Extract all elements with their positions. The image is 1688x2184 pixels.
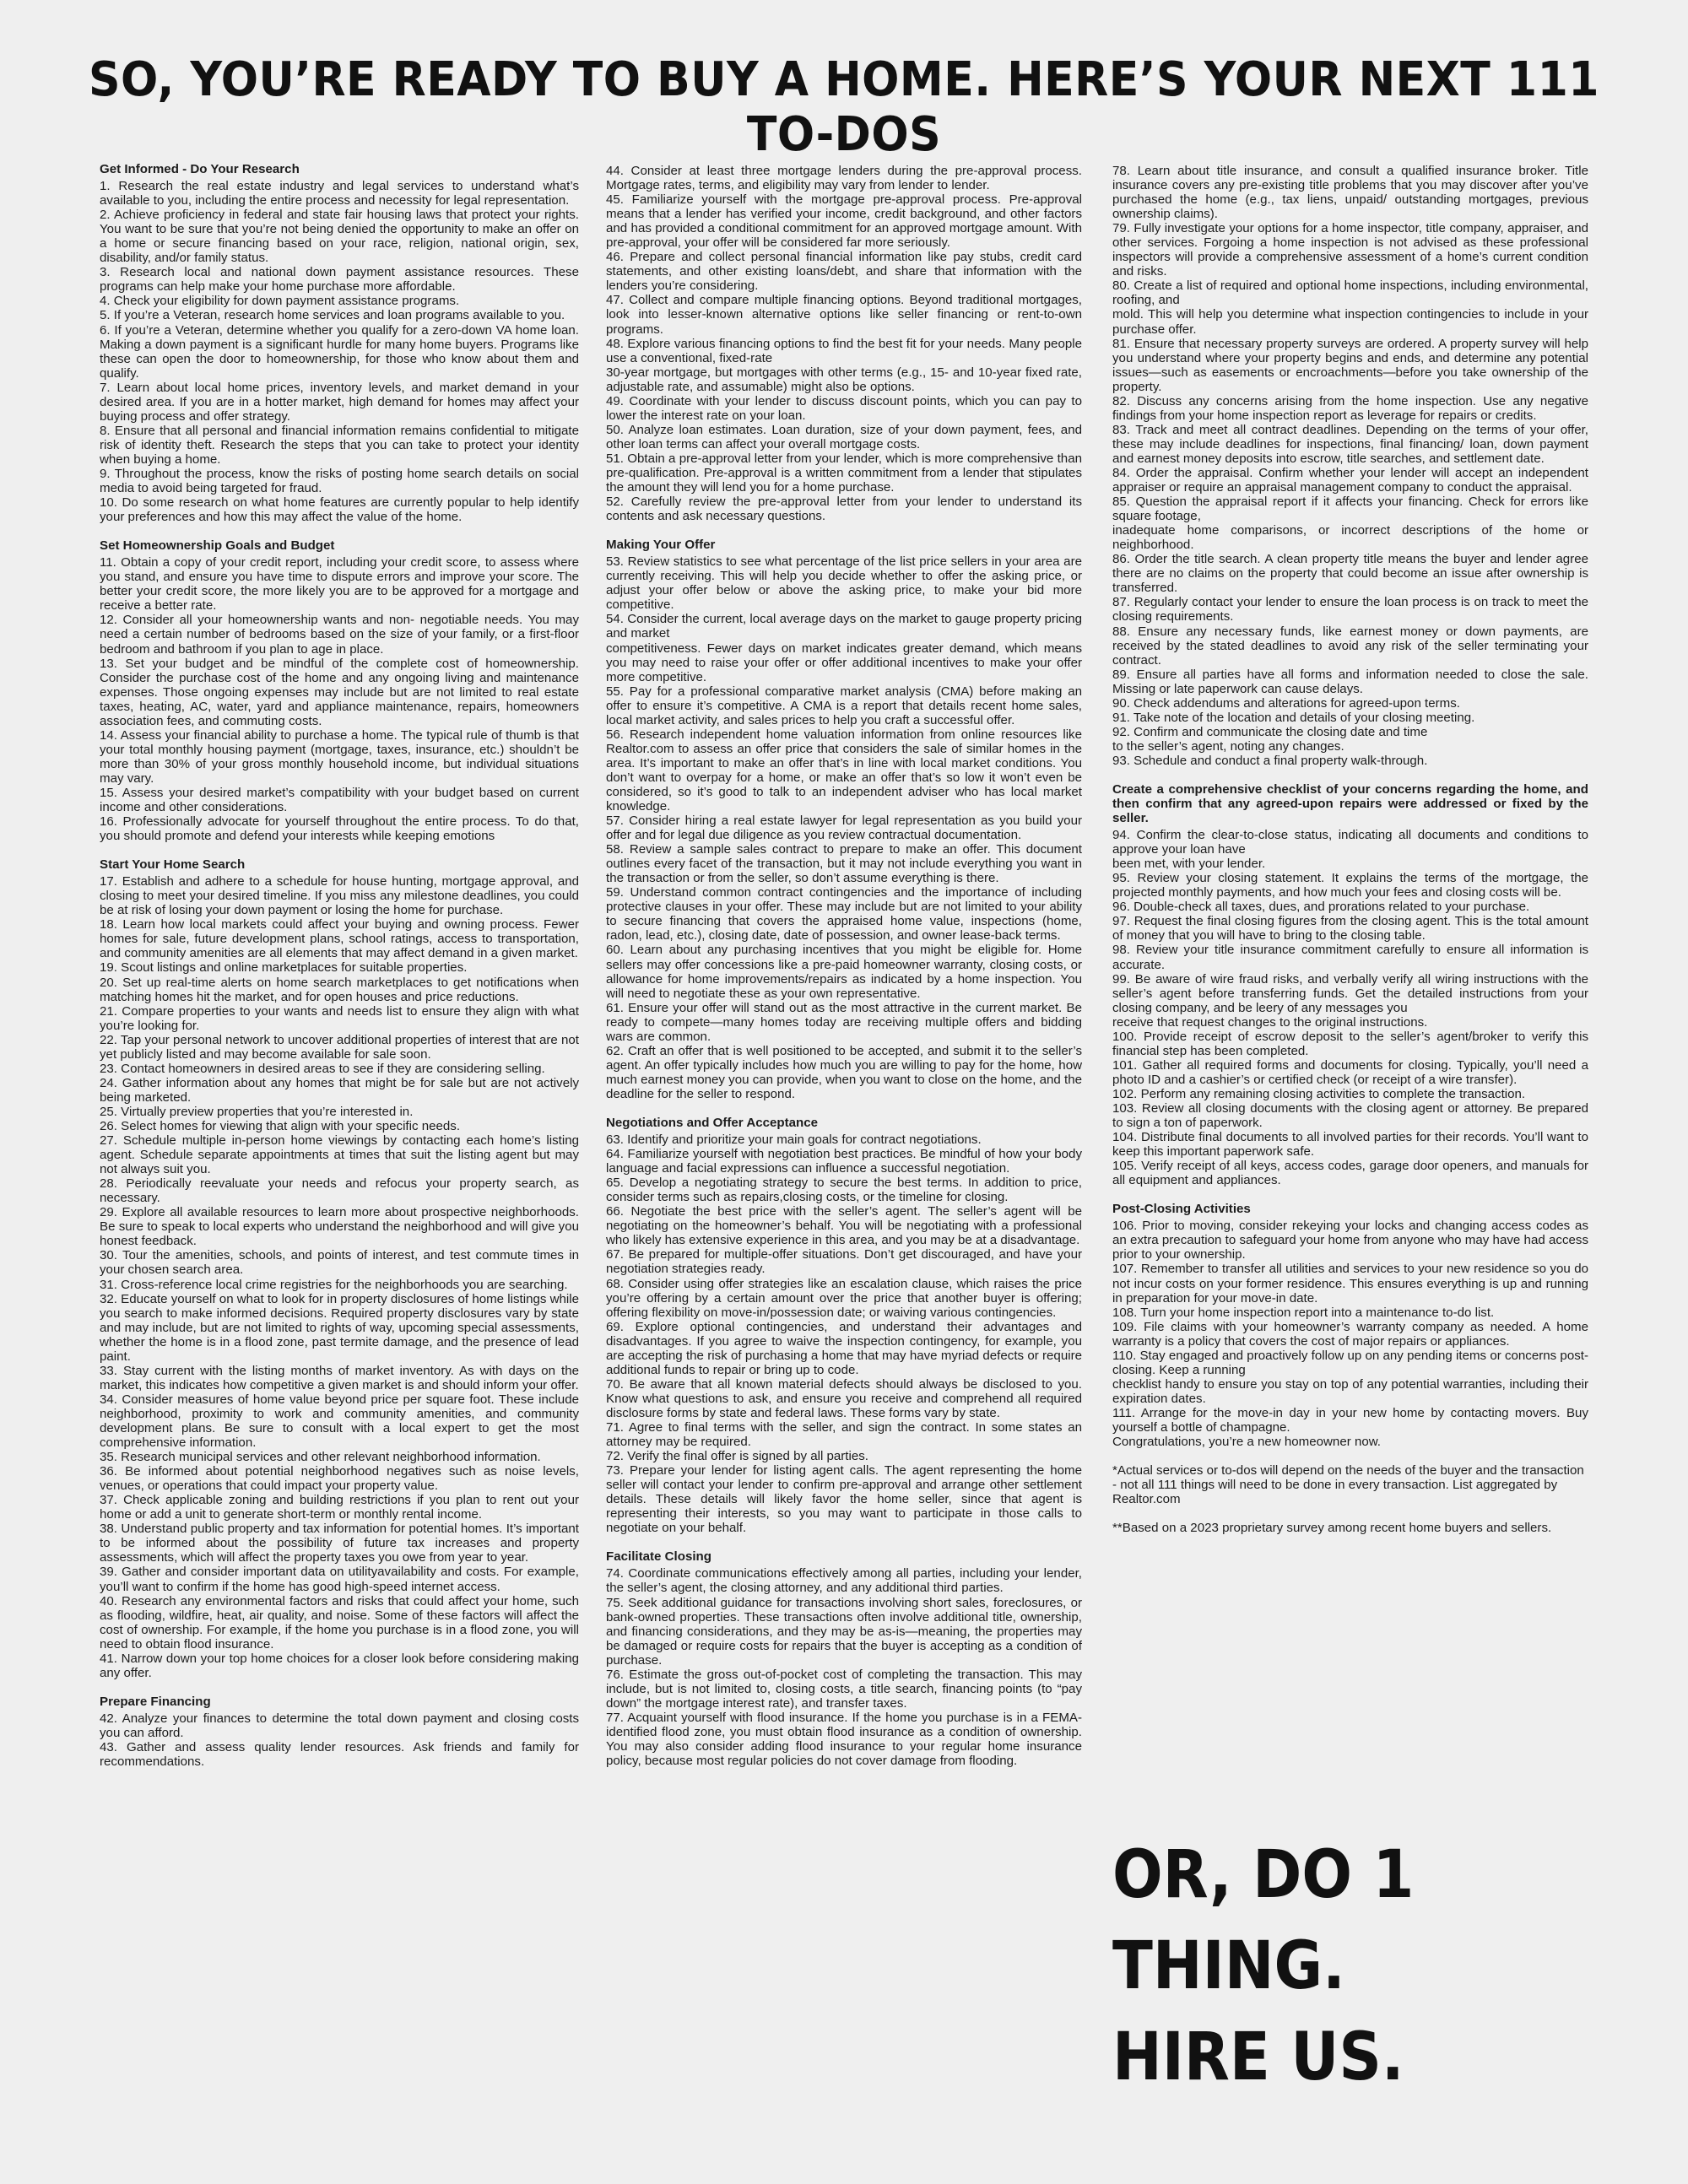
list-item: 82. Discuss any concerns arising from the home inspection. Use any negative findings from your home inspection report as leverage for repairs or credits.: [1112, 393, 1588, 423]
list-item: 65. Develop a negotiating strategy to secure the best terms. In addition to price, consider terms such as repairs,closing costs, or the timeline for closing.: [606, 1176, 1082, 1205]
list-item: 74. Coordinate communications effectively among all parties, including your lender, the seller’s agent, the closing attorney, and any additional third parties.: [606, 1566, 1082, 1596]
list-item: 41. Narrow down your top home choices for a closer look before considering making any offer.: [100, 1651, 579, 1680]
list-item: 24. Gather information about any homes that might be for sale but are not actively being marketed.: [100, 1075, 579, 1105]
list-item: 91. Take note of the location and details of your closing meeting.: [1112, 710, 1475, 725]
list-item: 22. Tap your personal network to uncover additional properties of interest that are not yet publicly listed and may become available for sale soon.: [100, 1032, 579, 1062]
section-negotiations: [606, 1116, 1082, 1535]
section-financing-continued: [606, 164, 1082, 523]
call-to-action: [1112, 1830, 1568, 2103]
list-item: 37. Check applicable zoning and building restrictions if you plan to rent out your home or add a unit to generate short-term or monthly rental income.: [100, 1493, 579, 1522]
list-item: 12. Consider all your homeownership wants and non- negotiable needs. You may need a certain number of bedrooms based on the size of your family, or a first-floor bedroom and bathroom if you plan to age in place.: [100, 613, 579, 657]
list-item: 25. Virtually preview properties that you’re interested in.: [100, 1104, 414, 1119]
list-item: to the seller’s agent, noting any changes.: [1112, 738, 1344, 754]
list-item: 7. Learn about local home prices, inventory levels, and market demand in your desired area. If you are in a hotter market, high demand for homes may affect your buying process and offer strategy.: [100, 380, 579, 424]
list-item: 108. Turn your home inspection report into a maintenance to-do list.: [1112, 1305, 1495, 1320]
list-item: 39. Gather and consider important data on utilityavailability and costs. For example, you’ll want to confirm if the home has good high-speed internet access.: [100, 1565, 579, 1594]
list-item: 96. Double-check all taxes, dues, and prorations related to your purchase.: [1112, 900, 1530, 915]
list-item: 64. Familiarize yourself with negotiation best practices. Be mindful of how your body language and facial expressions can influence a successful negotiation.: [606, 1147, 1082, 1176]
list-item: 66. Negotiate the best price with the seller’s agent. The seller’s agent will be negotiating on the homeowner’s behalf. You will be negotiating with a professional who likely has extensive experience in this area, and you may be at a disadvantage.: [606, 1204, 1082, 1248]
list-item: mold. This will help you determine what inspection contingencies to include in your purchase offer.: [1112, 307, 1588, 337]
list-item: 93. Schedule and conduct a final property walk-through.: [1112, 753, 1428, 768]
list-item: 23. Contact homeowners in desired areas to see if they are considering selling.: [100, 1061, 545, 1076]
list-item: 63. Identify and prioritize your main goals for contract negotiations.: [606, 1133, 982, 1148]
list-item: 31. Cross-reference local crime registries for the neighborhoods you are searching.: [100, 1277, 568, 1292]
list-item: 85. Question the appraisal report if it affects your financing. Check for errors like square footage,: [1112, 495, 1588, 524]
section-checklist: [1112, 782, 1588, 1187]
list-item: 90. Check addendums and alterations for agreed-upon terms.: [1112, 695, 1460, 711]
section-offer: [606, 538, 1082, 1101]
list-item: Congratulations, you’re a new homeowner now.: [1112, 1435, 1381, 1450]
list-item: 88. Ensure any necessary funds, like earnest money or down payments, are received by the stated deadlines to avoid any risk of the seller terminating your contract.: [1112, 624, 1588, 668]
list-item: 98. Review your title insurance commitment carefully to ensure all information is accurate.: [1112, 943, 1588, 972]
list-item: 99. Be aware of wire fraud risks, and verbally verify all wiring instructions with the seller’s agent before transferring funds. Get the detailed instructions from your closing company, and be leery of any messages you: [1112, 971, 1588, 1015]
list-item: 45. Familiarize yourself with the mortgage pre-approval process. Pre-approval means that a lender has verified your income, credit background, and other factors and has provided a conditional commitment for an approved mortgage amount. With pre-approval, your offer will be considered far more seriously.: [606, 192, 1082, 251]
section-post-closing: [1112, 1202, 1588, 1449]
section-heading: Prepare Financing: [100, 1694, 211, 1709]
cta-line-2: HIRE US.: [1112, 2019, 1404, 2095]
page-headline: SO, YOU’RE READY TO BUY A HOME. HERE’S YOUR NEXT 111 TO-DOS: [88, 52, 1599, 162]
list-item: 4. Check your eligibility for down payment assistance programs.: [100, 294, 460, 309]
section-heading: Post-Closing Activities: [1112, 1202, 1251, 1217]
list-item: 27. Schedule multiple in-person home viewings by contacting each home’s listing agent. Schedule separate appointments at times that suit the listing agent but may not always suit you.: [100, 1133, 579, 1177]
list-item: 57. Consider hiring a real estate lawyer for legal representation as you build your offer and for legal due diligence as you review contractual documentation.: [606, 814, 1082, 843]
section-financing: [100, 1695, 579, 1769]
list-item: 79. Fully investigate your options for a home inspector, title company, appraiser, and other services. Forgoing a home inspection is not advised as these professional inspectors will provide a comprehensive assessment of a home’s current condition and risks.: [1112, 221, 1588, 279]
list-item: 105. Verify receipt of all keys, access codes, garage door openers, and manuals for all equipment and appliances.: [1112, 1159, 1588, 1188]
list-item: 26. Select homes for viewing that align with your specific needs.: [100, 1119, 461, 1133]
list-item: 81. Ensure that necessary property surveys are ordered. A property survey will help you understand where your property begins and ends, and determine any potential issues—such as easements or encroachments—before you take ownership of the property.: [1112, 336, 1588, 394]
list-item: 54. Consider the current, local average days on the market to gauge property pricing and market: [606, 612, 1082, 641]
list-item: 77. Acquaint yourself with flood insurance. If the home you purchase is in a FEMA-identified flood zone, you must obtain flood insurance as a condition of ownership. You may also consider adding flood insurance to your regular home insurance policy, because most regular policies do not cover damage from flooding.: [606, 1710, 1082, 1769]
list-item: competitiveness. Fewer days on market indicates greater demand, which means you may need to raise your offer or offer additional incentives to make your offer more competitive.: [606, 641, 1082, 684]
list-item: receive that request changes to the original instructions.: [1112, 1014, 1428, 1030]
list-item: 87. Regularly contact your lender to ensure the loan process is on track to meet the closing requirements.: [1112, 595, 1588, 624]
list-item: 92. Confirm and communicate the closing date and time: [1112, 724, 1428, 739]
list-item: 109. File claims with your homeowner’s warranty company as needed. A home warranty is a policy that covers the cost of major repairs or appliances.: [1112, 1319, 1588, 1349]
list-item: 46. Prepare and collect personal financial information like pay stubs, credit card statements, and other existing loans/debt, and share that information with the lenders you’re considering.: [606, 250, 1082, 294]
list-item: inadequate home comparisons, or incorrect descriptions of the home or neighborhood.: [1112, 523, 1588, 553]
list-item: 52. Carefully review the pre-approval letter from your lender to understand its contents and ask necessary questions.: [606, 495, 1082, 524]
list-item: 43. Gather and assess quality lender resources. Ask friends and family for recommendations.: [100, 1739, 579, 1770]
list-item: 75. Seek additional guidance for transactions involving short sales, foreclosures, or bank-owned properties. These transactions often involve additional title, ownership, and financing considerations, and they may be as-is—meaning, the properties may be damaged or require costs for repairs that the buyer is accepting as a condition of purchase.: [606, 1595, 1082, 1668]
list-item: 69. Explore optional contingencies, and understand their advantages and disadvantages. If you agree to waive the inspection contingency, for example, you are accepting the risk of purchasing a home that may have myriad defects or require additional funds to repair or bring up to code.: [606, 1319, 1082, 1377]
footnote-survey: **Based on a 2023 proprietary survey among recent home buyers and sellers.: [1112, 1521, 1552, 1536]
list-item: 89. Ensure all parties have all forms and information needed to close the sale. Missing or late paperwork can cause delays.: [1112, 667, 1588, 696]
section-goals: [100, 538, 579, 843]
list-item: 13. Set your budget and be mindful of the complete cost of homeownership. Consider the purchase cost of the home and any ongoing living and maintenance expenses. Those ongoing expenses may include but are not limited to real estate taxes, heating, AC, water, yard and appliance maintenance, repairs, homeowners association fees, and commuting costs.: [100, 656, 579, 728]
list-item: 107. Remember to transfer all utilities and services to your new residence so you do not incur costs on your former residence. This ensures everything is up and running in preparation for your move-in date.: [1112, 1262, 1588, 1306]
list-item: 101. Gather all required forms and documents for closing. Typically, you’ll need a photo ID and a cashier’s or certified check (or receipt of a wire transfer).: [1112, 1057, 1588, 1087]
list-item: 36. Be informed about potential neighborhood negatives such as noise levels, venues, or operations that could impact your property value.: [100, 1464, 579, 1494]
list-item: 73. Prepare your lender for listing agent calls. The agent representing the home seller will contact your lender to confirm pre-approval and arrange other settlement details. These details will likely favor the home seller, since that agent is representing their interests, so you may want to participate in those calls to negotiate on your behalf.: [606, 1463, 1082, 1536]
list-item: 42. Analyze your finances to determine the total down payment and closing costs you can afford.: [100, 1711, 579, 1740]
list-item: 33. Stay current with the listing months of market inventory. As with days on the market, this indicates how competitive a given market is and should inform your offer.: [100, 1363, 579, 1392]
section-heading: Making Your Offer: [606, 538, 716, 553]
list-item: 30-year mortgage, but mortgages with other terms (e.g., 15- and 10-year fixed rate, adjustable rate, and assumable) might also be options.: [606, 365, 1082, 394]
list-item: 3. Research local and national down payment assistance resources. These programs can help make your home purchase more affordable.: [100, 265, 579, 295]
cta-line-1: OR, DO 1 THING.: [1112, 1837, 1415, 2004]
section-closing-continued: [1112, 164, 1588, 768]
section-heading: Set Homeownership Goals and Budget: [100, 538, 335, 554]
list-item: 60. Learn about any purchasing incentives that you might be eligible for. Home sellers may offer concessions like a pre-paid homeowner warranty, closing costs, or allowance for home improvements/repairs as indicated by a home inspection. You will need to negotiate these as your own representative.: [606, 943, 1082, 1001]
list-item: 8. Ensure that all personal and financial information remains confidential to mitigate risk of identity theft. Research the steps that you can take to protect your identity when buying a home.: [100, 423, 579, 467]
list-item: 34. Consider measures of home value beyond price per square foot. These include neighborhood, proximity to work and community amenities, and community development plans. Be sure to consult with a local expert to get the most comprehensive information.: [100, 1392, 579, 1451]
list-item: 29. Explore all available resources to learn more about prospective neighborhoods. Be sure to speak to local experts who understand the neighborhood and will give you honest feedback.: [100, 1205, 579, 1249]
list-item: 76. Estimate the gross out-of-pocket cost of completing the transaction. This may include, but is not limited to, closing costs, a title search, financing points (to “pay down” the mortgage interest rate), and transfer taxes.: [606, 1667, 1082, 1711]
list-item: 83. Track and meet all contract deadlines. Depending on the terms of your offer, these may include deadlines for inspections, final financing/ loan, down payment and earnest money deposits into escrow, title searches, and settlement date.: [1112, 422, 1588, 466]
list-item: 56. Research independent home valuation information from online resources like Realtor.com to assess an offer price that considers the sale of similar homes in the area. It’s important to make an offer that’s in line with local market conditions. You don’t want to overpay for a home, or make an offer that’s so low it won’t even be considered, so it’s good to talk to an independent adviser who has local market knowledge.: [606, 727, 1082, 814]
list-item: 59. Understand common contract contingencies and the importance of including protective clauses in your offer. These may include but are not limited to your ability to secure financing that covers the appraised home value, inspections (home, radon, lead, etc.), closing date, date of possession, and owner lease-back terms.: [606, 885, 1082, 943]
list-item: 47. Collect and compare multiple financing options. Beyond traditional mortgages, look into lesser-known alternative options like seller financing or rent-to-own programs.: [606, 293, 1082, 337]
list-item: 32. Educate yourself on what to look for in property disclosures of home listings while you search to make informed decisions. Required property disclosures vary by state and may include, but are not limited to rights of way, upcoming special assessments, whether the home is in a flood zone, past termite damage, and the presence of lead paint.: [100, 1291, 579, 1364]
list-item: 44. Consider at least three mortgage lenders during the pre-approval process. Mortgage rates, terms, and eligibility may vary from lender to lender.: [606, 164, 1082, 193]
list-item: 70. Be aware that all known material defects should always be disclosed to you. Know what questions to ask, and ensure you receive and comprehend all required disclosure forms by state and federal laws. These forms vary by state.: [606, 1376, 1082, 1420]
list-item: 102. Perform any remaining closing activities to complete the transaction.: [1112, 1086, 1526, 1101]
list-item: 11. Obtain a copy of your credit report, including your credit score, to assess where you stand, and ensure you have time to dispute errors and improve your score. The better your credit score, the more likely you are to be approved for a mortgage and receive a better rate.: [100, 555, 579, 614]
list-item: 80. Create a list of required and optional home inspections, including environmental, roofing, and: [1112, 278, 1588, 308]
list-item: 6. If you’re a Veteran, determine whether you qualify for a zero-down VA home loan. Making a down payment is a significant hurdle for many home buyers. Programs like these can open the door to homeownership, for those who know about them and qualify.: [100, 322, 579, 381]
section-closing: [606, 1549, 1082, 1768]
section-heading: Negotiations and Offer Acceptance: [606, 1116, 819, 1130]
list-item: 30. Tour the amenities, schools, and points of interest, and test commute times in your chosen search area.: [100, 1248, 579, 1278]
list-item: 103. Review all closing documents with the closing agent or attorney. Be prepared to sign a ton of paperwork.: [1112, 1101, 1588, 1131]
list-item: 104. Distribute final documents to all involved parties for their records. You’ll want to keep this important paperwork safe.: [1112, 1130, 1588, 1160]
list-item: 35. Research municipal services and other relevant neighborhood information.: [100, 1450, 541, 1465]
footnote-services: *Actual services or to-dos will depend on the needs of the buyer and the transaction - not all 111 things will need to be done in every transaction. List aggregated by Realtor.com: [1112, 1463, 1584, 1507]
column-1: [100, 162, 579, 1769]
list-item: 28. Periodically reevaluate your needs and refocus your property search, as necessary.: [100, 1176, 579, 1206]
list-item: been met, with your lender.: [1112, 857, 1266, 872]
list-item: 51. Obtain a pre-approval letter from your lender, which is more comprehensive than pre-qualification. Pre-approval is a written commitment from a lender that stipulates the amount they will lend you for a home purchase.: [606, 451, 1082, 495]
list-item: 62. Craft an offer that is well positioned to be accepted, and submit it to the seller’s agent. An offer typically includes how much you are willing to pay for the home, how much earnest money you can provide, when you want to close on the home, and the deadline for the seller to respond.: [606, 1043, 1082, 1101]
section-search: [100, 857, 579, 1680]
list-item: 40. Research any environmental factors and risks that could affect your home, such as flooding, wildfire, heat, air quality, and noise. Some of these factors will affect the cost of ownership. For example, if the home you purchase is in a flood zone, you will need to obtain flood insurance.: [100, 1593, 579, 1652]
list-item: 94. Confirm the clear-to-close status, indicating all documents and conditions to approve your loan have: [1112, 828, 1588, 857]
list-item: 97. Request the final closing figures from the closing agent. This is the total amount of money that you will have to bring to the closing table.: [1112, 914, 1588, 943]
list-item: 106. Prior to moving, consider rekeying your locks and changing access codes as an extra precaution to safeguard your home from anyone who may have had access prior to your ownership.: [1112, 1219, 1588, 1262]
section-research: [100, 162, 579, 524]
list-item: 68. Consider using offer strategies like an escalation clause, which raises the price you’re offering by a certain amount over the price that another buyer is offering; offering flexibility on move-in/possession date; or waiving various contingencies.: [606, 1276, 1082, 1320]
list-item: 84. Order the appraisal. Confirm whether your lender will accept an independent appraiser or require an appraisal management company to conduct the appraisal.: [1112, 465, 1588, 495]
list-item: 17. Establish and adhere to a schedule for house hunting, mortgage approval, and closing to meet your desired timeline. If you miss any milestone deadlines, you could be at risk of losing your down payment or losing the home for purchase.: [100, 874, 579, 918]
list-item: 86. Order the title search. A clean property title means the buyer and lender agree there are no claims on the property that could become an issue after ownership is transferred.: [1112, 552, 1588, 596]
list-item: 10. Do some research on what home features are currently popular to help identify your preferences and how this may affect the value of the home.: [100, 495, 579, 525]
list-item: 16. Professionally advocate for yourself throughout the entire process. To do that, you should promote and defend your interests while keeping emotions: [100, 814, 579, 844]
list-item: 19. Scout listings and online marketplaces for suitable properties.: [100, 960, 468, 976]
list-item: 5. If you’re a Veteran, research home services and loan programs available to you.: [100, 308, 565, 323]
list-item: 72. Verify the final offer is signed by all parties.: [606, 1449, 868, 1464]
list-item: 58. Review a sample sales contract to prepare to make an offer. This document outlines every facet of the transaction, but it may not include everything you want in the transaction or from the seller, so don’t assume everything is there.: [606, 842, 1082, 886]
list-item: 38. Understand public property and tax information for potential homes. It’s important to be informed about the possibility of future tax increases and property assessments, which will affect the property taxes you owe from year to year.: [100, 1522, 579, 1565]
list-item: 95. Review your closing statement. It explains the terms of the mortgage, the projected monthly payments, and how much your fees and closing costs will be.: [1112, 871, 1588, 900]
list-item: 110. Stay engaged and proactively follow up on any pending items or concerns post-closing. Keep a running: [1112, 1348, 1588, 1377]
list-item: 67. Be prepared for multiple-offer situations. Don’t get discouraged, and have your negotiation strategies ready.: [606, 1247, 1082, 1277]
list-item: 100. Provide receipt of escrow deposit to the seller’s agent/broker to verify this financial step has been completed.: [1112, 1029, 1588, 1058]
list-item: checklist handy to ensure you stay on top of any potential warranties, including their expiration dates.: [1112, 1376, 1588, 1406]
list-item: 15. Assess your desired market’s compatibility with your budget based on current income and other considerations.: [100, 785, 579, 815]
section-heading: Start Your Home Search: [100, 857, 246, 873]
list-item: 9. Throughout the process, know the risks of posting home search details on social media to avoid being targeted for fraud.: [100, 466, 579, 496]
list-item: 20. Set up real-time alerts on home search marketplaces to get notifications when matching homes hit the market, and for open houses and price reductions.: [100, 975, 579, 1004]
list-item: 14. Assess your financial ability to purchase a home. The typical rule of thumb is that your total monthly housing payment (mortgage, taxes, insurance, etc.) shouldn’t be more than 30% of your gross monthly household income, but individual situations may vary.: [100, 727, 579, 786]
list-item: 2. Achieve proficiency in federal and state fair housing laws that protect your rights. You want to be sure that you’re not being denied the opportunity to make an offer on a home or secure financing based on your race, religion, national origin, sex, disability, and/or family status.: [100, 208, 579, 266]
list-item: 50. Analyze loan estimates. Loan duration, size of your down payment, fees, and other loan terms can affect your overall mortgage costs.: [606, 422, 1082, 451]
section-heading: Get Informed - Do Your Research: [100, 162, 300, 176]
list-item: 111. Arrange for the move-in day in your new home by contacting movers. Buy yourself a bottle of champagne.: [1112, 1405, 1588, 1435]
list-item: 21. Compare properties to your wants and needs list to ensure they align with what you’re looking for.: [100, 1003, 579, 1033]
column-3: [1112, 164, 1588, 1535]
list-item: 1. Research the real estate industry and legal services to understand what’s available to you, including the entire process and necessity for legal representation.: [100, 179, 579, 208]
list-item: 48. Explore various financing options to find the best fit for your needs. Many people use a conventional, fixed-rate: [606, 336, 1082, 365]
list-item: 78. Learn about title insurance, and consult a qualified insurance broker. Title insurance covers any pre-existing title problems that you may discover after you’ve purchased the home (e.g., tax liens, unpaid/ outstanding mortgages, previous ownership claims).: [1112, 164, 1588, 222]
list-item: 53. Review statistics to see what percentage of the list price sellers in your area are currently receiving. This will help you decide whether to offer the asking price, or adjust your offer below or above the asking price, to make your bid more competitive.: [606, 554, 1082, 613]
list-item: 71. Agree to final terms with the seller, and sign the contract. In some states an attorney may be required.: [606, 1419, 1082, 1450]
section-heading: Facilitate Closing: [606, 1549, 711, 1565]
list-item: 49. Coordinate with your lender to discuss discount points, which you can pay to lower the interest rate on your loan.: [606, 393, 1082, 423]
column-2: [606, 164, 1082, 1768]
list-item: 55. Pay for a professional comparative market analysis (CMA) before making an offer to ensure it’s competitive. A CMA is a report that details recent home sales, local market activity, and sales prices to help you craft a successful offer.: [606, 684, 1082, 727]
section-heading: Create a comprehensive checklist of your concerns regarding the home, and then confirm that any agreed-upon repairs were addressed or fixed by the seller.: [1112, 781, 1588, 826]
list-item: 18. Learn how local markets could affect your buying and owning process. Fewer homes for sale, future development plans, school ratings, access to transportation, and community amenities are all elements that may affect demand in a given market.: [100, 917, 579, 961]
list-item: 61. Ensure your offer will stand out as the most attractive in the current market. Be ready to compete—many homes today are receiving multiple offers and bidding wars are common.: [606, 1000, 1082, 1044]
